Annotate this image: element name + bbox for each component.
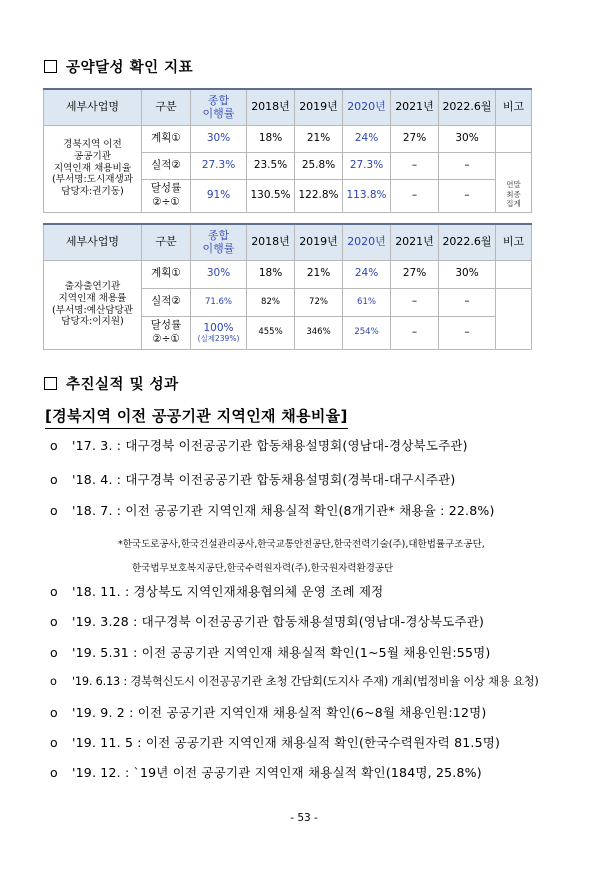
table-cell [496, 125, 532, 152]
project-name-cell: 출자출연기관 지역인재 채용률 (부서명:예산담당관 담당자:이지원) [44, 260, 142, 349]
list-item: o '18. 7. : 이전 공공기관 지역인재 채용실적 확인(8개기관* 채용율 : 22.8%) [50, 503, 495, 518]
table-cell: 30% [439, 125, 496, 152]
table-cell: 27.3% [343, 152, 391, 179]
table-cell: 30% [191, 125, 247, 152]
table-cell: 27% [391, 125, 439, 152]
rate-note: (실제239%) [197, 334, 240, 344]
table-cell: 30% [191, 260, 247, 288]
header-cell: 2021년 [391, 224, 439, 260]
table-cell: 61% [343, 288, 391, 316]
remark-cell [496, 288, 532, 349]
list-item: o '19. 3.28 : 대구경북 이전공공기관 합동채용설명회(영남대-경상북도주관) [50, 614, 485, 629]
header-cell: 2019년 [295, 224, 343, 260]
header-cell: 구분 [142, 224, 191, 260]
table-row [44, 260, 532, 288]
square-bullet-icon [44, 60, 57, 73]
table-header-row [44, 224, 532, 260]
table-cell: 21% [295, 260, 343, 288]
header-cell: 구분 [142, 89, 191, 125]
page-number: - 53 - [290, 812, 318, 824]
table-cell: 18% [247, 260, 295, 288]
header-cell: 비고 [496, 89, 532, 125]
table-cell: 24% [343, 260, 391, 288]
table-cell: 346% [295, 316, 343, 349]
table-cell: – [439, 179, 496, 212]
rate-value: 100% [203, 321, 234, 334]
subheading: [경북지역 이전 공공기관 지역인재 채용비율] [45, 407, 348, 425]
list-item: o '18. 11. : 경상북도 지역인재채용협의체 운영 조례 제정 [50, 584, 384, 599]
remark-cell: 연말 최종 집계 [496, 152, 532, 212]
header-cell: 2019년 [295, 89, 343, 125]
footnote-line: *한국도로공사,한국건설관리공사,한국교통안전공단,한국전력기술(주),대한법률구조공단, [118, 539, 485, 550]
table-cell [191, 316, 247, 349]
table-cell: 122.8% [295, 179, 343, 212]
header-cell: 종합 이행률 [191, 224, 247, 260]
header-cell: 2020년 [343, 224, 391, 260]
table-cell: 30% [439, 260, 496, 288]
row-label: 계획① [142, 260, 191, 288]
table-cell [496, 260, 532, 288]
table-cell: – [391, 152, 439, 179]
table-cell: – [391, 179, 439, 212]
table-row [44, 125, 532, 152]
list-item: o '19. 12. : `19년 이전 공공기관 지역인재 채용실적 확인(184명, 25.8%) [50, 765, 482, 780]
list-item: o '19. 11. 5 : 이전 공공기관 지역인재 채용실적 확인(한국수력원자력 81.5명) [50, 735, 501, 750]
table-cell: 82% [247, 288, 295, 316]
header-cell: 2022.6월 [439, 224, 496, 260]
header-cell: 2018년 [247, 89, 295, 125]
list-item: o '19. 6.13 : 경북혁신도시 이전공공기관 초청 간담회(도지사 주재) 개최(법정비율 이상 채용 요청) [50, 675, 539, 688]
table-cell: 21% [295, 125, 343, 152]
table-header-row [44, 89, 532, 125]
table-cell: – [439, 152, 496, 179]
header-cell: 2020년 [343, 89, 391, 125]
table-cell: – [391, 316, 439, 349]
table-cell: 18% [247, 125, 295, 152]
indicator-table-2 [43, 223, 532, 350]
list-item: o '19. 5.31 : 이전 공공기관 지역인재 채용실적 확인(1~5월 채용인원:55명) [50, 645, 491, 660]
project-name-cell: 경북지역 이전 공공기관 지역인재 채용비율 (부서명:도시재생과 담당자:권기동) [44, 125, 142, 212]
table-cell: 72% [295, 288, 343, 316]
table-cell: 23.5% [247, 152, 295, 179]
header-cell: 종합 이행률 [191, 89, 247, 125]
indicator-table-1 [43, 88, 532, 213]
row-label: 실적② [142, 152, 191, 179]
table-cell: 455% [247, 316, 295, 349]
table-cell: 27% [391, 260, 439, 288]
header-cell: 2018년 [247, 224, 295, 260]
list-item: o '19. 9. 2 : 이전 공공기관 지역인재 채용실적 확인(6~8월 채용인원:12명) [50, 705, 487, 720]
table-cell: 27.3% [191, 152, 247, 179]
table-cell: 71.6% [191, 288, 247, 316]
table-cell: 91% [191, 179, 247, 212]
header-cell: 세부사업명 [44, 89, 142, 125]
table-cell: – [439, 316, 496, 349]
footnote-line: 한국법무보호복지공단,한국수력원자력(주),한국원자력환경공단 [132, 563, 394, 574]
table-cell: 25.8% [295, 152, 343, 179]
section-title-indicators: 공약달성 확인 지표 [44, 56, 193, 77]
list-item: o '18. 4. : 대구경북 이전공공기관 합동채용설명회(경북대-대구시주관) [50, 472, 456, 487]
header-cell: 2022.6월 [439, 89, 496, 125]
row-label: 달성률 ②÷① [142, 179, 191, 212]
list-item: o '17. 3. : 대구경북 이전공공기관 합동채용설명회(영남대-경상북도주관) [50, 438, 468, 453]
section-title-achievements: 추진실적 및 성과 [44, 373, 179, 394]
header-cell: 2021년 [391, 89, 439, 125]
table-cell: – [391, 288, 439, 316]
table-cell: 254% [343, 316, 391, 349]
row-label: 실적② [142, 288, 191, 316]
row-label: 계획① [142, 125, 191, 152]
header-cell: 세부사업명 [44, 224, 142, 260]
table-cell: 113.8% [343, 179, 391, 212]
header-cell: 비고 [496, 224, 532, 260]
square-bullet-icon [44, 377, 57, 390]
table-cell: 130.5% [247, 179, 295, 212]
row-label: 달성률 ②÷① [142, 316, 191, 349]
table-cell: – [439, 288, 496, 316]
table-cell: 24% [343, 125, 391, 152]
